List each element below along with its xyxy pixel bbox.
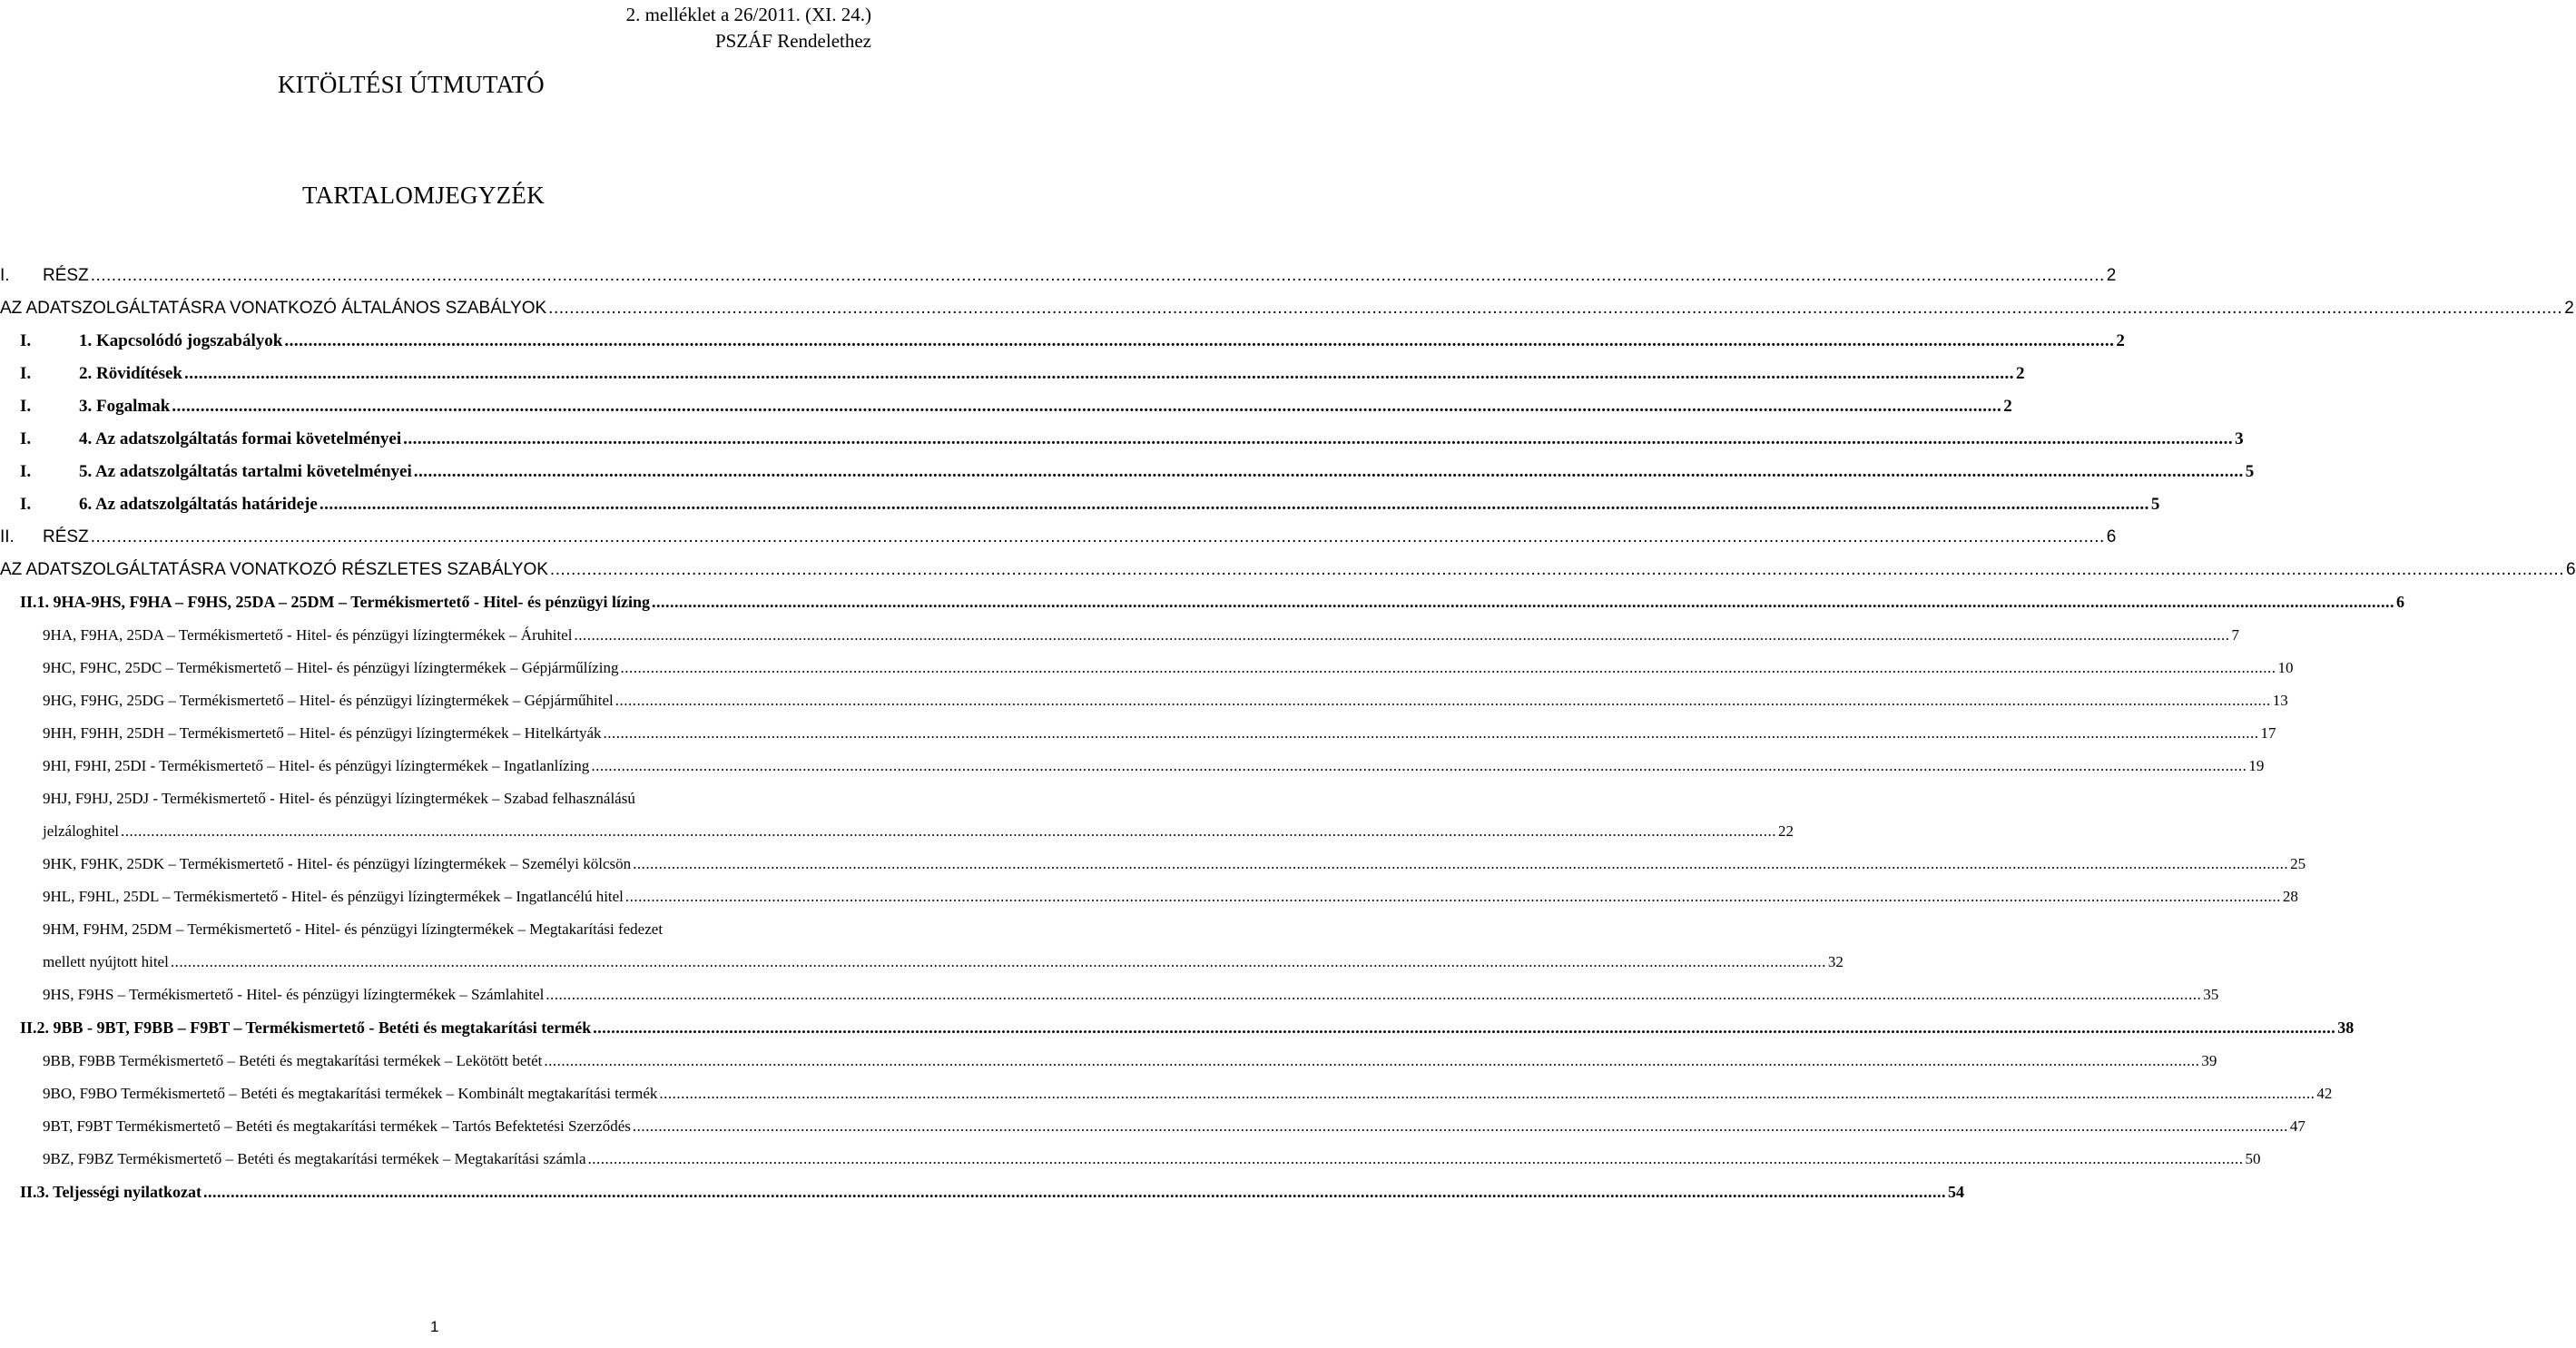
toc-entry-9bo[interactable] bbox=[43, 1085, 2333, 1103]
toc-entry-i-4[interactable] bbox=[20, 429, 2244, 449]
toc-section-prefix: I. bbox=[20, 495, 32, 514]
toc-entry-label: Az adatszolgáltatás tartalmi követelményei bbox=[94, 462, 412, 481]
toc-section-number: 2. bbox=[79, 364, 93, 383]
toc-entry-9bt[interactable] bbox=[43, 1117, 2306, 1136]
toc-entry-9hs[interactable] bbox=[43, 986, 2219, 1004]
toc-entry-label: 9HG, F9HG, 25DG – Termékismertető – Hitel- és pénzügyi lízingtermékek – Gépjárműhitel bbox=[43, 692, 614, 709]
toc-page-number: 28 bbox=[2282, 888, 2298, 905]
toc-page-number: 17 bbox=[2260, 724, 2276, 742]
toc-entry-label: 9HL, F9HL, 25DL – Termékismertető - Hitel- és pénzügyi lízingtermékek – Ingatlancélú hitel bbox=[43, 888, 624, 905]
toc-page-number: 6 bbox=[2565, 560, 2576, 579]
document-title: KITÖLTÉSI ÚTMUTATÓ bbox=[278, 71, 545, 98]
toc-entry-9hj-line1[interactable]: 9HJ, F9HJ, 25DJ - Termékismertető - Hitel- és pénzügyi lízingtermékek – Szabad felhasználású bbox=[43, 790, 635, 807]
toc-entry-label: 9HC, F9HC, 25DC – Termékismertető – Hitel- és pénzügyi lízingtermékek – Gépjárműlízing bbox=[43, 659, 619, 676]
toc-entry-label: AZ ADATSZOLGÁLTATÁSRA VONATKOZÓ ÁLTALÁNOS SZABÁLYOK bbox=[0, 299, 547, 318]
dot-leader bbox=[550, 560, 2564, 580]
toc-entry-label: RÉSZ bbox=[43, 266, 89, 285]
dot-leader bbox=[588, 1150, 2244, 1168]
toc-section-prefix: I. bbox=[20, 331, 32, 350]
toc-entry-i-1[interactable] bbox=[20, 331, 2125, 351]
toc-entry-9hg[interactable] bbox=[43, 692, 2288, 710]
toc-section-number: 3. bbox=[79, 397, 93, 416]
toc-entry-9hm-line1[interactable]: 9HM, F9HM, 25DM – Termékismertető - Hitel- és pénzügyi lízingtermékek – Megtakarítási fedezet bbox=[43, 920, 664, 938]
header-line-1: 2. melléklet a 26/2011. (XI. 24.) bbox=[625, 4, 871, 25]
dot-leader bbox=[548, 299, 2562, 319]
toc-section-number: 5. bbox=[79, 462, 93, 481]
toc-page-number: 7 bbox=[2231, 626, 2239, 644]
toc-title: TARTALOMJEGYZÉK bbox=[302, 182, 546, 209]
dot-leader bbox=[604, 724, 2259, 743]
toc-page-number: 22 bbox=[1778, 822, 1794, 840]
toc-entry-i-5[interactable] bbox=[20, 462, 2255, 482]
dot-leader bbox=[659, 1085, 2315, 1103]
toc-page-number: 54 bbox=[1948, 1183, 1965, 1201]
toc-entry-ii-2[interactable] bbox=[20, 1018, 2355, 1038]
dot-leader bbox=[171, 953, 1826, 971]
toc-page-number: 6 bbox=[2395, 593, 2404, 611]
toc-entry-label: AZ ADATSZOLGÁLTATÁSRA VONATKOZÓ RÉSZLETES SZABÁLYOK bbox=[0, 560, 548, 579]
toc-entry-label: jelzáloghitel bbox=[43, 822, 120, 840]
dot-leader bbox=[591, 757, 2247, 775]
toc-page-number: 2 bbox=[2564, 299, 2574, 318]
toc-page-number: 2 bbox=[2106, 266, 2117, 285]
toc-page-number: 32 bbox=[1827, 953, 1844, 970]
toc-section-prefix: I. bbox=[20, 364, 32, 383]
toc-page-number: 39 bbox=[2201, 1052, 2217, 1069]
dot-leader bbox=[203, 1183, 1946, 1202]
toc-entry-label: 9BO, F9BO Termékismertető – Betéti és megtakarítási termékek – Kombinált megtakarítási termék bbox=[43, 1085, 658, 1102]
dot-leader bbox=[574, 626, 2229, 644]
toc-entry-9hc[interactable] bbox=[43, 659, 2294, 677]
dot-leader bbox=[91, 527, 2105, 547]
dot-leader bbox=[633, 855, 2288, 873]
toc-page-number: 25 bbox=[2290, 855, 2306, 872]
dot-leader bbox=[172, 397, 2001, 417]
toc-page-number: 50 bbox=[2245, 1150, 2261, 1167]
toc-entry-detailed-rules[interactable] bbox=[0, 560, 2576, 580]
dot-leader bbox=[620, 659, 2276, 677]
toc-part-number: I. bbox=[0, 266, 10, 285]
toc-section-prefix: I. bbox=[20, 462, 32, 481]
toc-page-number: 2 bbox=[2116, 331, 2125, 350]
toc-entry-label: Az adatszolgáltatás formai követelményei bbox=[94, 429, 402, 448]
toc-section-number: 6. bbox=[79, 495, 93, 514]
toc-page-number: 5 bbox=[2150, 495, 2160, 514]
toc-entry-label: Az adatszolgáltatás határideje bbox=[94, 495, 318, 514]
toc-entry-label: 9HA, F9HA, 25DA – Termékismertető - Hitel- és pénzügyi lízingtermékek – Áruhitel bbox=[43, 626, 573, 644]
toc-page-number: 35 bbox=[2203, 986, 2219, 1003]
toc-entry-label: 9HH, F9HH, 25DH – Termékismertető – Hitel- és pénzügyi lízingtermékek – Hitelkártyák bbox=[43, 724, 602, 742]
toc-entry-part-2[interactable] bbox=[0, 527, 2117, 547]
toc-section-number: 1. bbox=[79, 331, 93, 350]
toc-page-number: 3 bbox=[2235, 429, 2244, 448]
toc-entry-label: RÉSZ bbox=[43, 527, 89, 546]
dot-leader bbox=[593, 1018, 2335, 1038]
dot-leader bbox=[91, 266, 2105, 286]
dot-leader bbox=[625, 888, 2281, 906]
dot-leader bbox=[652, 593, 2394, 612]
toc-entry-9hk[interactable] bbox=[43, 855, 2306, 873]
toc-page-number: 47 bbox=[2289, 1117, 2306, 1135]
toc-entry-label: 9BB, F9BB Termékismertető – Betéti és megtakarítási termékek – Lekötött betét bbox=[43, 1052, 543, 1069]
dot-leader bbox=[414, 462, 2244, 482]
toc-page-number: 5 bbox=[2245, 462, 2255, 481]
toc-part-number: II. bbox=[0, 527, 15, 546]
toc-entry-9hh[interactable] bbox=[43, 724, 2276, 743]
toc-entry-i-2[interactable] bbox=[20, 364, 2025, 384]
toc-page-number: 2 bbox=[2003, 397, 2012, 416]
toc-page-number: 13 bbox=[2272, 692, 2288, 709]
dot-leader bbox=[615, 692, 2271, 710]
toc-entry-9hi[interactable] bbox=[43, 757, 2265, 775]
toc-entry-label: 9BT, F9BT Termékismertető – Betéti és megtakarítási termékek – Tartós Befektetési Szerződés bbox=[43, 1117, 631, 1135]
toc-page-number: 38 bbox=[2337, 1018, 2355, 1037]
header-line-2: PSZÁF Rendelethez bbox=[714, 30, 871, 52]
toc-entry-9bb[interactable] bbox=[43, 1052, 2217, 1070]
toc-entry-label: Kapcsolódó jogszabályok bbox=[96, 331, 283, 350]
toc-page-number: 42 bbox=[2316, 1085, 2333, 1102]
page-number: 1 bbox=[430, 1318, 439, 1335]
toc-entry-9ha[interactable] bbox=[43, 626, 2239, 644]
toc-entry-i-6[interactable] bbox=[20, 495, 2160, 515]
toc-entry-label: II.2. 9BB - 9BT, F9BB – F9BT – Termékismertető - Betéti és megtakarítási termék bbox=[20, 1018, 592, 1037]
toc-entry-label: II.1. 9HA-9HS, F9HA – F9HS, 25DA – 25DM – Termékismertető - Hitel- és pénzügyi lízing bbox=[20, 593, 650, 611]
toc-section-prefix: I. bbox=[20, 397, 32, 416]
toc-entry-label: 9BZ, F9BZ Termékismertető – Betéti és megtakarítási termékek – Megtakarítási számla bbox=[43, 1150, 586, 1167]
toc-entry-ii-3[interactable] bbox=[20, 1183, 1965, 1202]
dot-leader bbox=[284, 331, 2114, 351]
dot-leader bbox=[633, 1117, 2288, 1136]
toc-entry-general-rules[interactable] bbox=[0, 299, 2574, 319]
toc-section-prefix: I. bbox=[20, 429, 32, 448]
toc-entry-9hj[interactable] bbox=[43, 822, 1794, 841]
toc-page-number: 19 bbox=[2248, 757, 2265, 774]
toc-entry-part-1[interactable] bbox=[0, 266, 2117, 286]
toc-entry-label: 9HI, F9HI, 25DI - Termékismertető – Hitel- és pénzügyi lízingtermékek – Ingatlanlízing bbox=[43, 757, 590, 774]
dot-leader bbox=[184, 364, 2014, 384]
toc-entry-label: 9HK, F9HK, 25DK – Termékismertető - Hitel- és pénzügyi lízingtermékek – Személyi kölcsön bbox=[43, 855, 632, 872]
toc-page-number: 10 bbox=[2277, 659, 2294, 676]
toc-entry-label: mellett nyújtott hitel bbox=[43, 953, 169, 970]
dot-leader bbox=[320, 495, 2149, 515]
toc-section-number: 4. bbox=[79, 429, 93, 448]
dot-leader bbox=[403, 429, 2233, 449]
toc-entry-9hl[interactable] bbox=[43, 888, 2298, 906]
toc-entry-label: II.3. Teljességi nyilatkozat bbox=[20, 1183, 202, 1201]
document-header bbox=[626, 2, 871, 54]
toc-entry-ii-1[interactable] bbox=[20, 593, 2404, 612]
toc-entry-i-3[interactable] bbox=[20, 397, 2012, 417]
toc-entry-9hm[interactable] bbox=[43, 953, 1844, 971]
dot-leader bbox=[546, 986, 2201, 1004]
toc-entry-label: 9HS, F9HS – Termékismertető - Hitel- és pénzügyi lízingtermékek – Számlahitel bbox=[43, 986, 545, 1003]
toc-entry-label: Rövidítések bbox=[96, 364, 182, 383]
toc-entry-9bz[interactable] bbox=[43, 1150, 2261, 1168]
dot-leader bbox=[121, 822, 1776, 841]
dot-leader bbox=[544, 1052, 2199, 1070]
toc-page-number: 2 bbox=[2016, 364, 2025, 383]
toc-page-number: 6 bbox=[2106, 527, 2117, 546]
toc-entry-label: Fogalmak bbox=[96, 397, 171, 416]
